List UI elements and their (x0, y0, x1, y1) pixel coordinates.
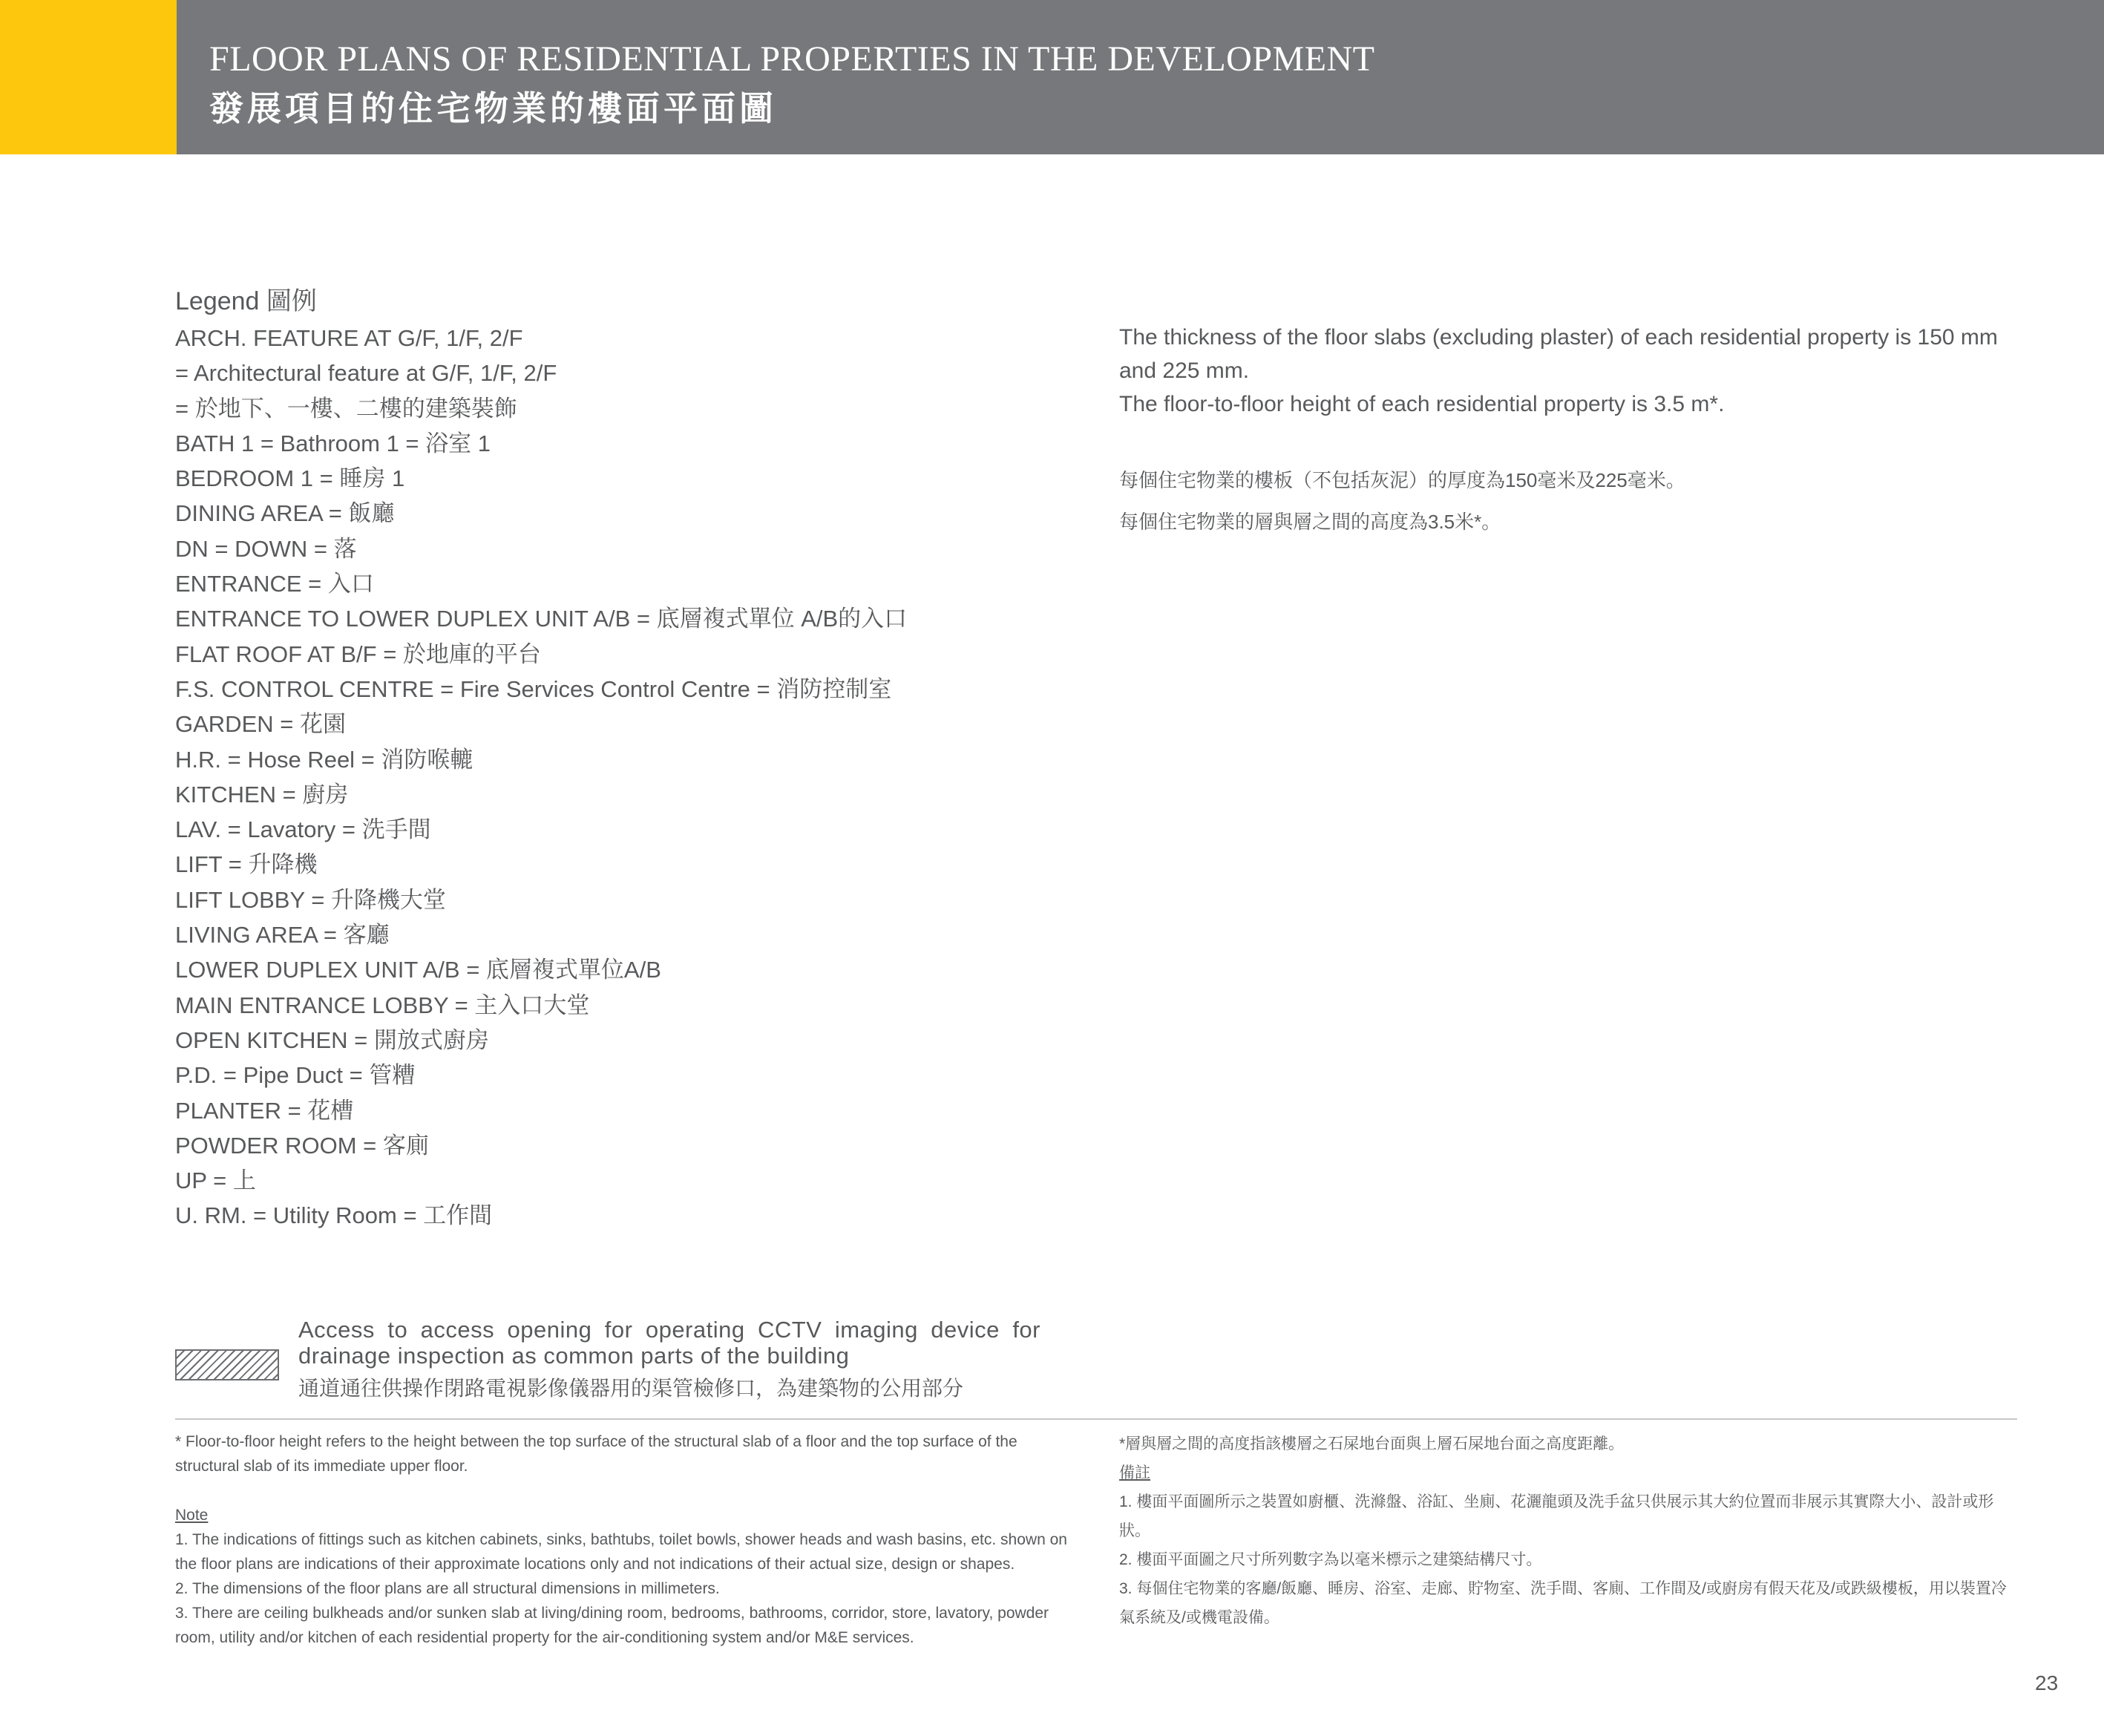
access-opening-text-en: Access to access opening for operating CCTV imaging device for drainage inspection as common parts of the building (298, 1317, 1040, 1369)
legend-item: LIFT = 升降機 (175, 851, 318, 878)
footnotes-en (175, 1429, 1073, 1650)
note-item-zh: 1. 樓面平面圖所示之裝置如廚櫃、洗滌盤、浴缸、坐廁、花灑龍頭及洗手盆只供展示其大約位置而非展示其實際大小、設計或形狀。 (1119, 1493, 1994, 1539)
footnote-divider (175, 1418, 2017, 1420)
floor-height-en: The floor-to-floor height of each residential property is 3.5 m*. (1119, 392, 1725, 416)
legend-item: PLANTER = 花槽 (175, 1097, 354, 1124)
hatched-area-symbol (175, 1349, 279, 1380)
legend-item: LAV. = Lavatory = 洗手間 (175, 816, 431, 843)
legend-item: POWDER ROOM = 客廁 (175, 1132, 429, 1159)
note-item-zh: 3. 每個住宅物業的客廳/飯廳、睡房、浴室、走廊、貯物室、洗手間、客廁、工作間及/或廚房有假天花及/或跌級樓板，用以裝置冷氣系統及/或機電設備。 (1119, 1580, 2007, 1626)
header-bar (0, 0, 2104, 154)
legend-item: = 於地下、一樓、二樓的建築裝飾 (175, 395, 517, 422)
note-item-zh: 2. 樓面平面圖之尺寸所列數字為以毫米標示之建築結構尺寸。 (1119, 1551, 1542, 1568)
legend-item: ARCH. FEATURE AT G/F, 1/F, 2/F (175, 325, 523, 351)
note-item-en: 3. There are ceiling bulkheads and/or sunken slab at living/dining room, bedrooms, bathrooms, corridor, store, lavatory, powder room, utility and/or kitchen of each residential property for the air-conditioning system and/or M&E services. (175, 1605, 1049, 1646)
note-item-en: 2. The dimensions of the floor plans are all structural dimensions in millimeters. (175, 1580, 720, 1597)
legend-item: BEDROOM 1 = 睡房 1 (175, 465, 405, 492)
legend-item: GARDEN = 花園 (175, 711, 346, 738)
footnotes-zh (1119, 1429, 2017, 1632)
legend-item: DINING AREA = 飯廳 (175, 500, 395, 527)
slab-thickness-zh: 每個住宅物業的樓板（不包括灰泥）的厚度為150毫米及225毫米。 (1119, 469, 1685, 491)
legend-item: MAIN ENTRANCE LOBBY = 主入口大堂 (175, 992, 590, 1018)
page-title-en: FLOOR PLANS OF RESIDENTIAL PROPERTIES IN THE DEVELOPMENT (209, 39, 1375, 79)
legend-item: H.R. = Hose Reel = 消防喉轆 (175, 746, 473, 773)
legend-item: F.S. CONTROL CENTRE = Fire Services Control Centre = 消防控制室 (175, 675, 892, 702)
floor-height-zh: 每個住宅物業的層與層之間的高度為3.5米*。 (1119, 511, 1501, 533)
asterisk-footnote-zh: *層與層之間的高度指該樓層之石屎地台面與上層石屎地台面之高度距離。 (1119, 1435, 1625, 1452)
note-heading-en: Note (175, 1507, 209, 1524)
legend-item: BATH 1 = Bathroom 1 = 浴室 1 (175, 430, 491, 456)
legend-item: LIFT LOBBY = 升降機大堂 (175, 886, 446, 913)
legend-item: KITCHEN = 廚房 (175, 781, 349, 808)
legend-item: UP = 上 (175, 1167, 256, 1194)
legend-list (175, 321, 907, 1234)
legend-item: LIVING AREA = 客廳 (175, 922, 390, 949)
legend-item: U. RM. = Utility Room = 工作間 (175, 1202, 493, 1229)
legend-item: LOWER DUPLEX UNIT A/B = 底層複式單位A/B (175, 957, 661, 983)
legend-title: Legend 圖例 (175, 287, 317, 315)
legend-item: = Architectural feature at G/F, 1/F, 2/F (175, 360, 557, 387)
legend-item: ENTRANCE = 入口 (175, 571, 374, 597)
page-title-zh: 發展項目的住宅物業的樓面平面圖 (209, 88, 777, 128)
slab-height-info (1119, 321, 2021, 543)
slab-thickness-en: The thickness of the floor slabs (excluding plaster) of each residential property is 150 mm and 225 mm. (1119, 325, 1998, 383)
access-opening-text-zh: 通道通往供操作閉路電視影像儀器用的渠管檢修口，為建築物的公用部分 (298, 1377, 964, 1400)
legend-item: ENTRANCE TO LOWER DUPLEX UNIT A/B = 底層複式單位 A/B的入口 (175, 606, 908, 632)
header-accent-block (0, 0, 177, 154)
legend-item: FLAT ROOF AT B/F = 於地庫的平台 (175, 641, 541, 667)
note-item-en: 1. The indications of fittings such as kitchen cabinets, sinks, bathtubs, toilet bowls, shower heads and wash basins, etc. shown on the floor plans are indications of their approximate locations only and not indications of their actual size, design or shapes. (175, 1531, 1067, 1573)
legend-item: P.D. = Pipe Duct = 管糟 (175, 1062, 416, 1089)
page-number: 23 (2035, 1671, 2059, 1694)
asterisk-footnote-en: * Floor-to-floor height refers to the height between the top surface of the structural slab of a floor and the top surface of the structural slab of its immediate upper floor. (175, 1433, 1017, 1475)
access-opening-legend (298, 1317, 1040, 1406)
note-heading-zh: 備註 (1119, 1464, 1150, 1481)
legend-item: DN = DOWN = 落 (175, 535, 357, 562)
legend-item: OPEN KITCHEN = 開放式廚房 (175, 1026, 489, 1053)
